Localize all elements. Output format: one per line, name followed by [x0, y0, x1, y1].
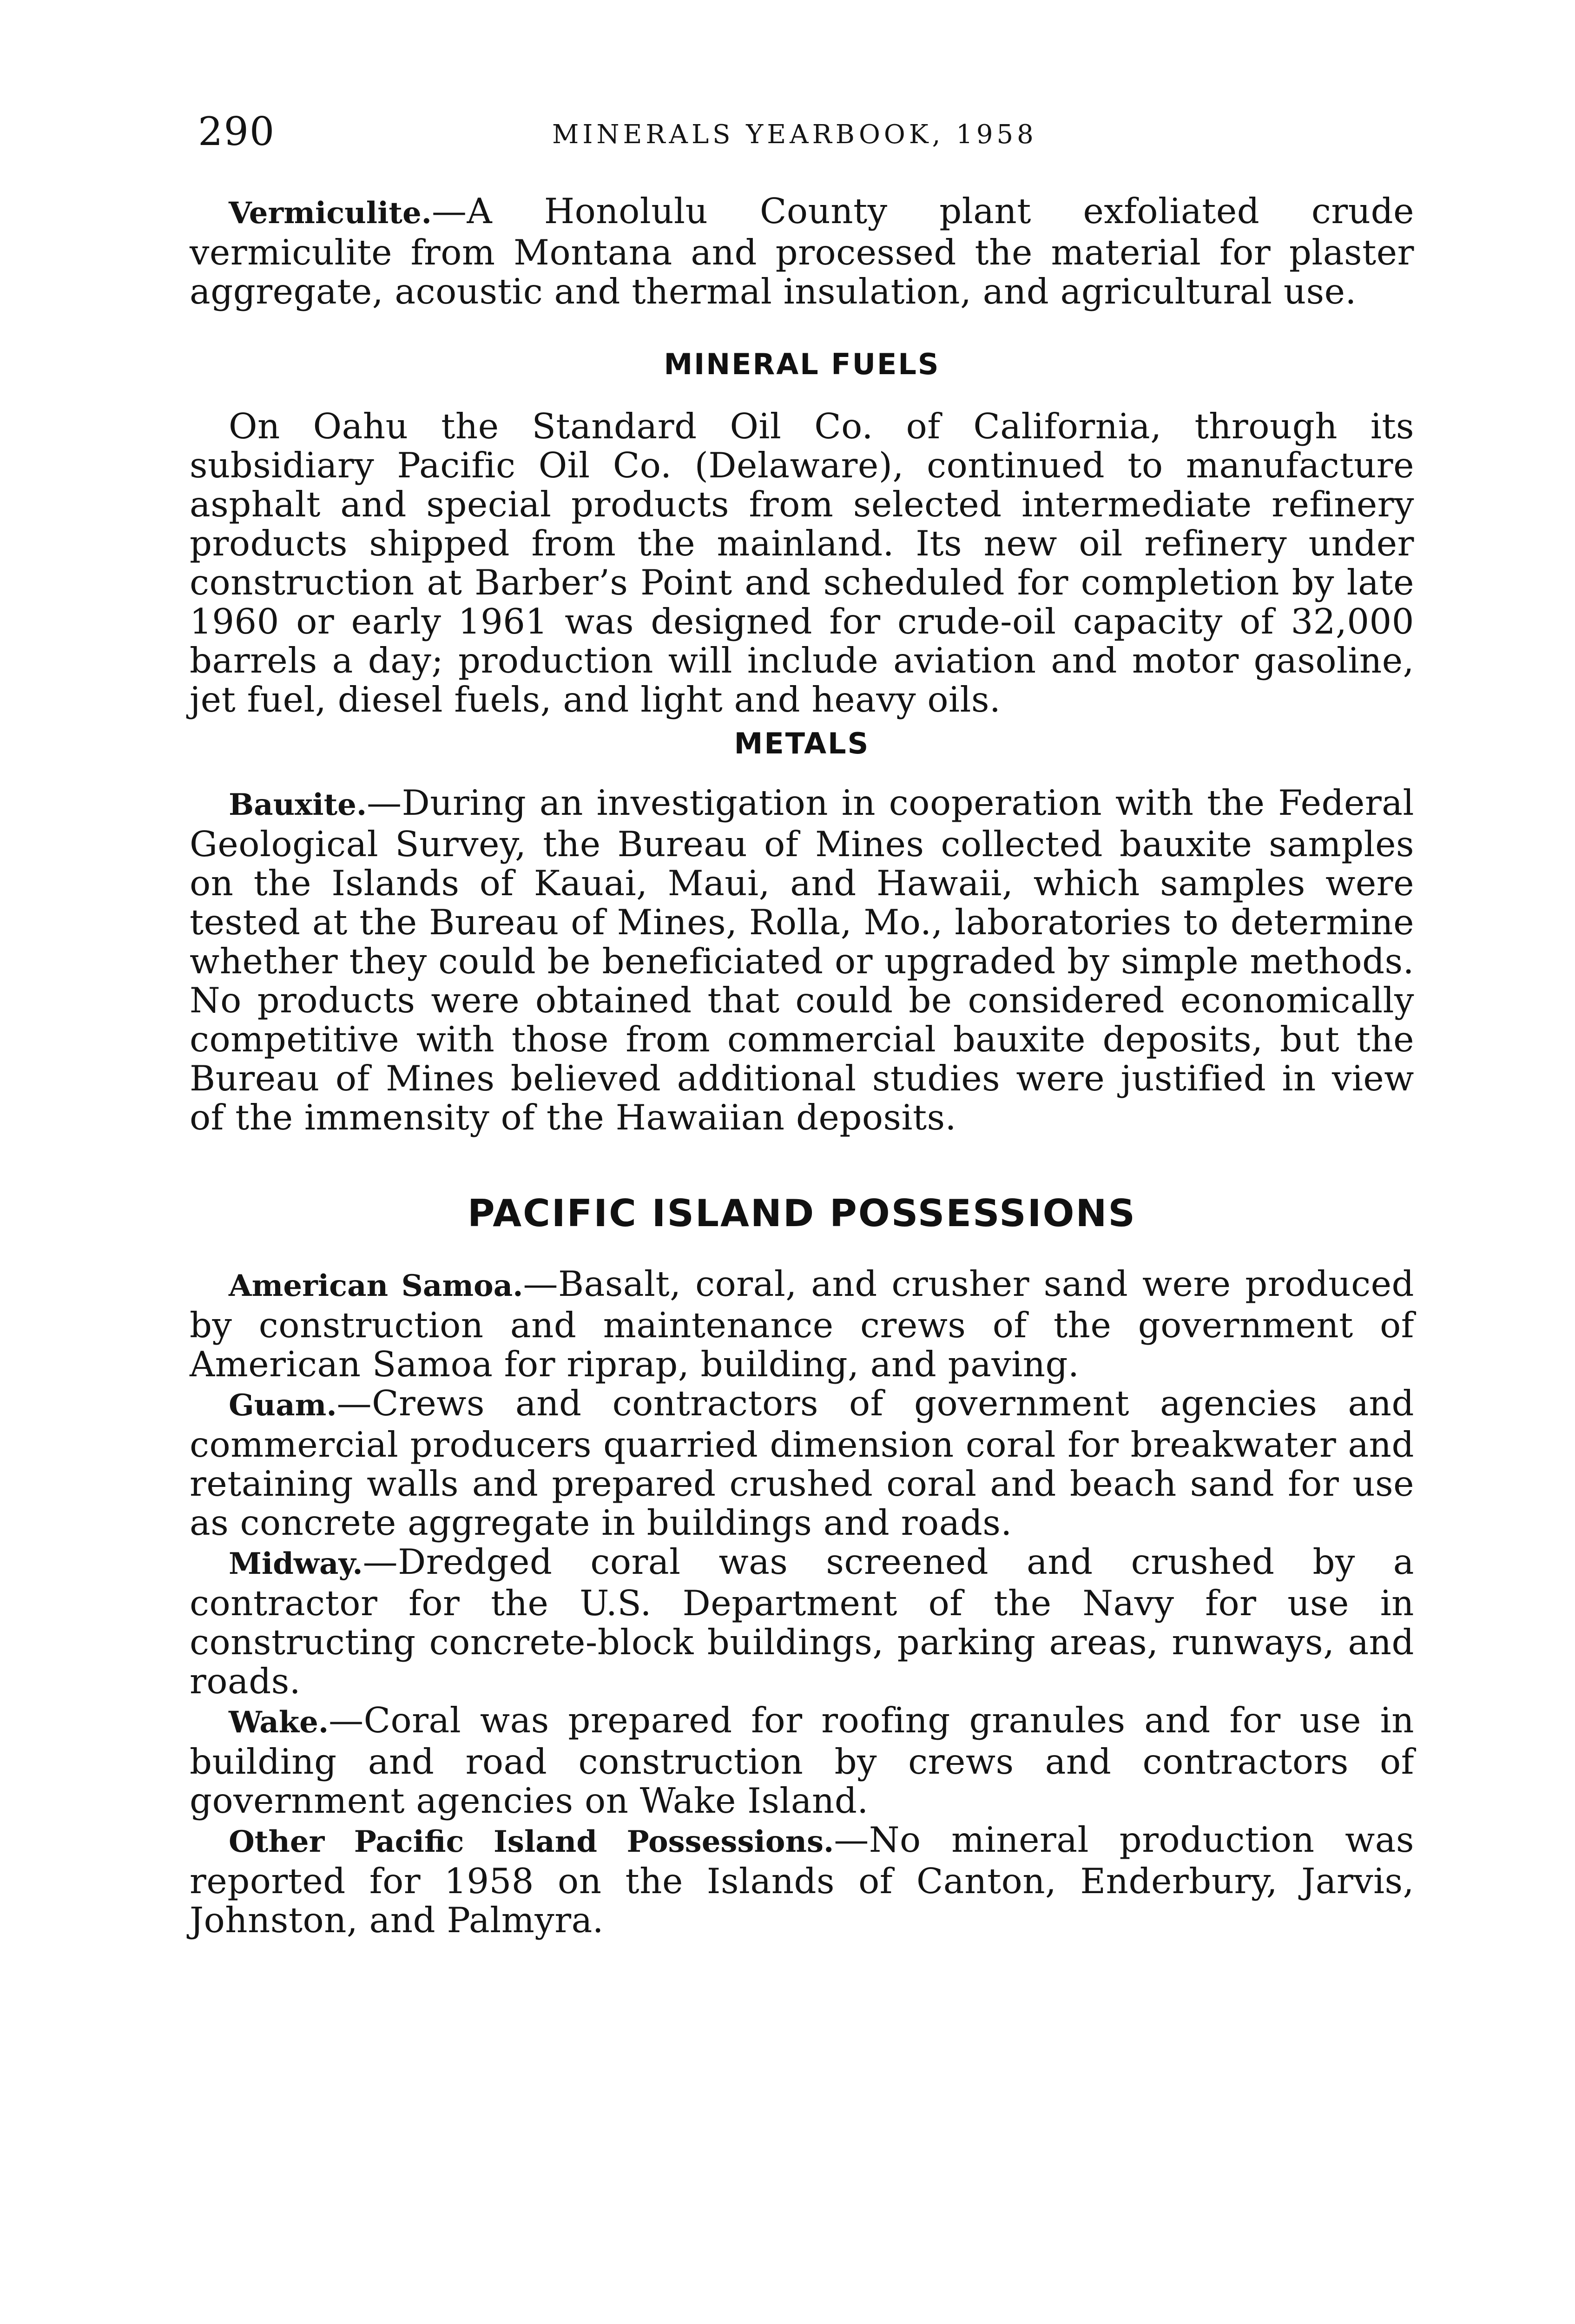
runin-heading-other-pacific: Other Pacific Island Possessions. [229, 1824, 834, 1859]
runin-heading-bauxite: Bauxite. [229, 787, 367, 822]
paragraph-guam [190, 1384, 1414, 1542]
section-heading-metals: METALS [734, 726, 870, 760]
document-page [190, 0, 1414, 2324]
paragraph-text: On Oahu the Standard Oil Co. of California, through its subsidiary Pacific Oil Co. (Delaware), continued to manufacture asphalt and special products from selected intermediate refinery products shipped from the mainland. Its new oil refinery under construction at Barber’s Point and scheduled for completion by late 1960 or early 1961 was designed for crude-oil capacity of 32,000 barrels a day; production will include aviation and motor gasoline, jet fuel, diesel fuels, and light and heavy oils. [190, 406, 1414, 720]
paragraph-text: —No mineral production was reported for 1958 on the Islands of Canton, Enderbury, Jarvis, Johnston, and Palmyra. [190, 1819, 1414, 1941]
paragraph-text: —A Honolulu County plant exfoliated crude vermiculite from Montana and processed the material for plaster aggregate, acoustic and thermal insulation, and agricultural use. [190, 191, 1414, 312]
paragraph-text: —Basalt, coral, and crusher sand were produced by construction and maintenance crews of the government of American Samoa for riprap, building, and paving. [190, 1263, 1415, 1385]
runin-heading-wake: Wake. [229, 1705, 329, 1740]
section-heading-mineral-fuels: MINERAL FUELS [664, 347, 940, 381]
runin-heading-midway: Midway. [229, 1546, 363, 1581]
paragraph-other-pacific [190, 1820, 1414, 1940]
paragraph-vermiculite [190, 191, 1414, 311]
paragraph-american-samoa [190, 1264, 1414, 1384]
body-text [190, 191, 1414, 1940]
runin-heading-guam: Guam. [229, 1388, 337, 1423]
paragraph-mineral-fuels [190, 407, 1414, 719]
paragraph-text: —Coral was prepared for roofing granules and for use in building and road construction by crews and contractors of government agencies on Wake Island. [190, 1700, 1414, 1821]
running-title: MINERALS YEARBOOK, 1958 [552, 119, 1037, 150]
paragraph-wake [190, 1701, 1414, 1820]
paragraph-text: —Crews and contractors of government agencies and commercial producers quarried dimension coral for breakwater and retaining walls and prepared crushed coral and beach sand for use as concrete aggregate in buildings and roads. [190, 1383, 1414, 1543]
page-number: 290 [198, 109, 276, 154]
running-header [190, 106, 1414, 157]
runin-heading-vermiculite: Vermiculite. [229, 196, 432, 231]
paragraph-midway [190, 1542, 1414, 1701]
paragraph-bauxite [190, 783, 1414, 1137]
paragraph-text: —During an investigation in cooperation with the Federal Geological Survey, the Bureau of Mines collected bauxite samples on the Islands of Kauai, Maui, and Hawaii, which samples were tested at the Bureau of Mines, Rolla, Mo., laboratories to determine whether they could be beneficiated or upgraded by simple methods. No products were obtained that could be considered economically competitive with those from commercial bauxite deposits, but the Bureau of Mines believed additional studies were justified in view of the immensity of the Hawaiian deposits. [190, 782, 1414, 1138]
paragraph-text: —Dredged coral was screened and crushed by a contractor for the U.S. Department of the Navy for use in constructing concrete-block buildings, parking areas, runways, and roads. [190, 1541, 1414, 1702]
section-heading-pacific-island-possessions: PACIFIC ISLAND POSSESSIONS [467, 1192, 1137, 1235]
runin-heading-american-samoa: American Samoa. [229, 1268, 523, 1303]
